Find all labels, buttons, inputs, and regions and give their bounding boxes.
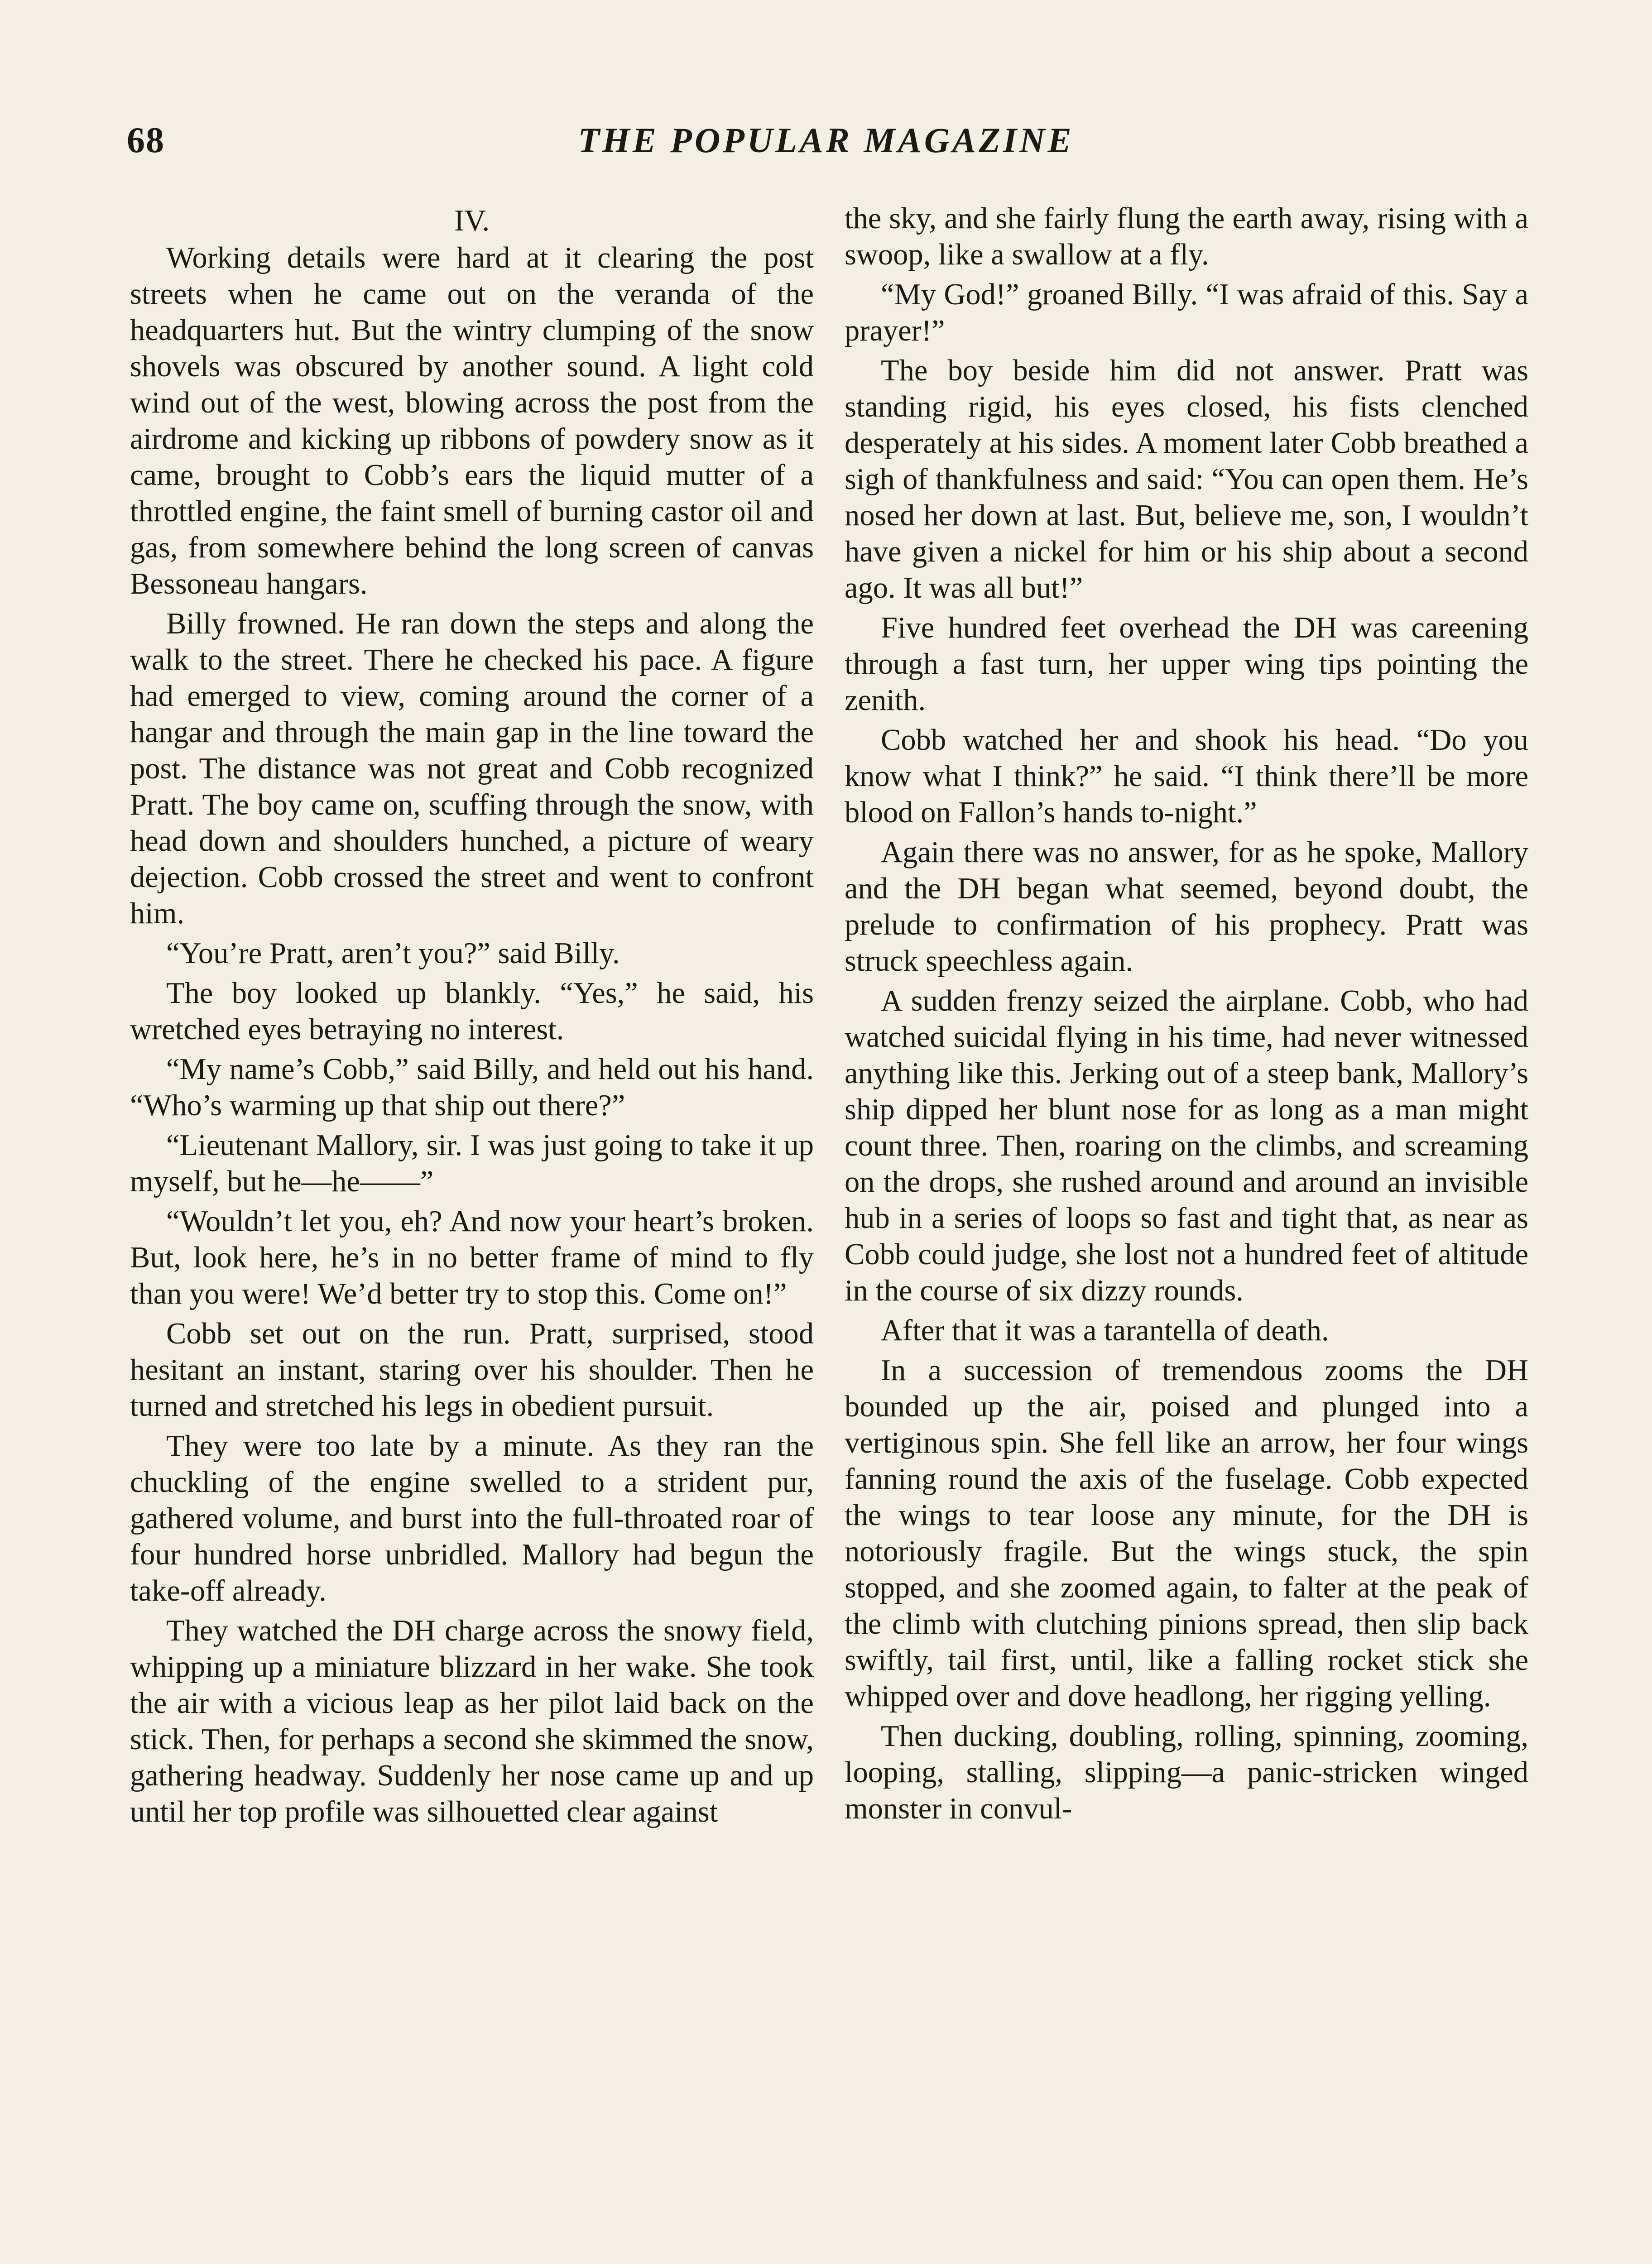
paragraph: Billy frowned. He ran down the steps and along the walk to the street. There he checked his pace. A figure had emerged to view, coming around the corner of a hangar and through the main gap in the line toward the post. The distance was not great and Cobb recognized Pratt. The boy came on, scuffing through the snow, with head down and shoulders hunched, a picture of weary dejection. Cobb crossed the street and went to confront him.	[130, 607, 814, 930]
paragraph: “My name’s Cobb,” said Billy, and held out his hand. “Who’s warming up that ship out there?”	[130, 1053, 814, 1122]
section-heading: IV.	[454, 204, 490, 237]
page-header	[122, 120, 1530, 170]
paragraph: “My God!” groaned Billy. “I was afraid of this. Say a prayer!”	[845, 278, 1528, 347]
paragraph: A sudden frenzy seized the airplane. Cobb, who had watched suicidal flying in his time, had never witnessed anything like this. Jerking out of a steep bank, Mallory’s ship dipped her blunt nose for as long as a man might count three. Then, roaring on the climbs, and screaming on the drops, she rushed around and around an invisible hub in a series of loops so fast and tight that, as near as Cobb could judge, she lost not a hundred feet of altitude in the course of six dizzy rounds.	[845, 984, 1528, 1307]
paragraph: After that it was a tarantella of death.	[881, 1314, 1329, 1347]
left-column	[130, 203, 814, 1834]
running-title: THE POPULAR MAGAZINE	[578, 120, 1074, 160]
paragraph: Five hundred feet overhead the DH was careening through a fast turn, her upper wing tips pointing the zenith.	[845, 611, 1528, 717]
continued-paragraph: the sky, and she fairly flung the earth away, rising with a swoop, like a swallow at a fly.	[845, 202, 1528, 271]
paragraph: “Lieutenant Mallory, sir. I was just going to take it up myself, but he—he——”	[130, 1129, 814, 1198]
paragraph: Cobb set out on the run. Pratt, surprised, stood hesitant an instant, staring over his shoulder. Then he turned and stretched his legs in obedient pursuit.	[130, 1317, 814, 1423]
paragraph: In a succession of tremendous zooms the DH bounded up the air, poised and plunged into a vertiginous spin. She fell like an arrow, her four wings fanning round the axis of the fuselage. Cobb expected the wings to tear loose any minute, for the DH is notoriously fragile. But the wings stuck, the spin stopped, and she zoomed again, to falter at the peak of the climb with clutching pinions spread, then slip back swiftly, tail first, until, like a falling rocket stick she whipped over and dove headlong, her rigging yelling.	[845, 1354, 1528, 1713]
paragraph: They watched the DH charge across the snowy field, whipping up a miniature blizzard in her wake. She took the air with a vicious leap as her pilot laid back on the stick. Then, for perhaps a second she skimmed the snow, gathering headway. Suddenly her nose came up and up until her top profile was silhouetted clear against	[130, 1614, 814, 1828]
paragraph: The boy beside him did not answer. Pratt was standing rigid, his eyes closed, his fists clenched desperately at his sides. A moment later Cobb breathed a sigh of thankfulness and said: “You can open them. He’s nosed her down at last. But, believe me, son, I wouldn’t have given a nickel for him or his ship about a second ago. It was all but!”	[845, 354, 1528, 604]
paragraph: “You’re Pratt, aren’t you?” said Billy.	[166, 937, 620, 970]
paragraph: The boy looked up blankly. “Yes,” he said, his wretched eyes betraying no interest.	[130, 977, 814, 1046]
paragraph: Working details were hard at it clearing the post streets when he came out on the veranda of the headquarters hut. But the wintry clumping of the snow shovels was obscured by another sound. A light cold wind out of the west, blowing across the post from the airdrome and kicking up ribbons of powdery snow as it came, brought to Cobb’s ears the liquid mutter of a throttled engine, the faint smell of burning castor oil and gas, from somewhere behind the long screen of canvas Bessoneau hangars.	[130, 241, 814, 600]
paragraph: Then ducking, doubling, rolling, spinning, zooming, looping, stalling, slipping—a panic-stricken winged monster in convul-	[845, 1720, 1528, 1825]
right-column	[845, 201, 1528, 1831]
page-number: 68	[127, 120, 165, 160]
paragraph: They were too late by a minute. As they ran the chuckling of the engine swelled to a strident pur, gathered volume, and burst into the full-throated roar of four hundred horse unbridled. Mallory had begun the take-off already.	[130, 1429, 814, 1607]
paragraph: Cobb watched her and shook his head. “Do you know what I think?” he said. “I think there’ll be more blood on Fallon’s hands to-night.”	[845, 724, 1528, 829]
paragraph: “Wouldn’t let you, eh? And now your heart’s broken. But, look here, he’s in no better frame of mind to fly than you were! We’d better try to stop this. Come on!”	[130, 1205, 814, 1310]
paragraph: Again there was no answer, for as he spoke, Mallory and the DH began what seemed, beyond doubt, the prelude to confirmation of his prophecy. Pratt was struck speechless again.	[845, 836, 1528, 978]
